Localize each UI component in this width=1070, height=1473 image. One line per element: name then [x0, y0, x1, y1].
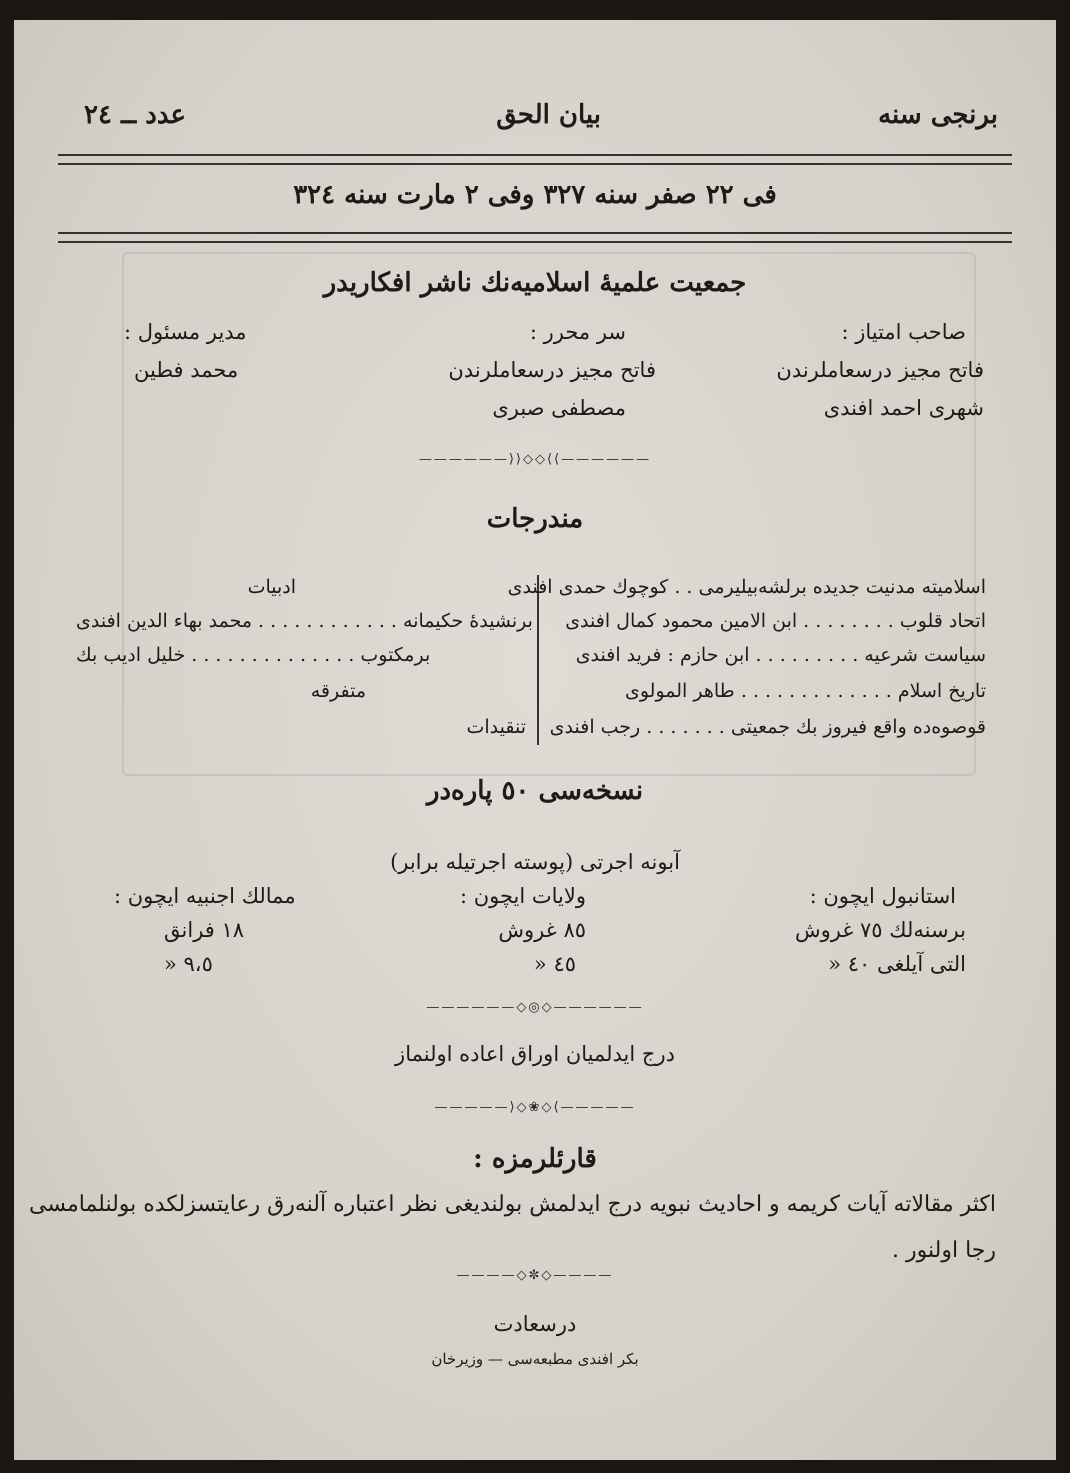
owner-line2: شهری احمد افندی	[823, 396, 984, 420]
sub-foreign-half: ٩،٥ «	[164, 952, 213, 976]
editor-label: سر محرر :	[529, 320, 626, 344]
footer-place: درسعادت	[493, 1312, 577, 1336]
toc-right-1: اسلامیته مدنیت جدیده برلشه‌بیلیرمی . . كوچوك حمدی افندی	[507, 576, 986, 598]
ornament-2: ——————◇◎◇——————	[426, 1000, 644, 1015]
sub-istanbul-label: استانبول ایچون :	[809, 884, 956, 908]
contents-heading: مندرجات	[486, 504, 584, 534]
manager-label: مدیر مسئول :	[124, 320, 247, 344]
ornament-4: ————◇✼◇————	[456, 1268, 614, 1283]
page	[14, 20, 1056, 1460]
owner-line1: فاتح مجیز درسعاملرندن	[776, 358, 984, 382]
masthead-rule-bottom	[58, 232, 1012, 243]
masthead-rule-top	[58, 154, 1012, 165]
owner-label: صاحب امتیاز :	[841, 320, 966, 344]
sub-provinces-half: ٤٥ «	[533, 952, 576, 976]
toc-left-3: برمكتوب . . . . . . . . . . . . . . خلیل ادیب بك	[76, 644, 431, 666]
toc-right-5: قوصوه‌ده واقع فیروز بك جمعیتی . . . . . . . رجب افندی	[549, 716, 986, 738]
sub-foreign-label: ممالك اجنبیه ایچون :	[114, 884, 296, 908]
toc-left-4: متفرقه	[310, 680, 366, 702]
copy-price: نسخه‌سی ٥٠ پاره‌در	[426, 776, 644, 806]
readers-heading: قارئلرمزه :	[473, 1144, 597, 1174]
toc-left-5: تنقیدات	[466, 716, 526, 738]
footer-press: بكر افندی مطبعه‌سی — وزیرخان	[431, 1350, 639, 1368]
tagline: جمعیت علمیهٔ اسلامیه‌نك ناشر افكاریدر	[323, 268, 747, 298]
masthead-title: بيان الحق	[496, 100, 601, 130]
issue-date: فی ٢٢ صفر سنه ٣٢٧ وفی ٢ مارت سنه ٣٢٤	[293, 180, 777, 210]
toc-left-1: ادبیات	[247, 576, 296, 598]
toc-right-3: سیاست شرعیه . . . . . . . . . ابن حازم : فرید افندی	[575, 644, 986, 666]
contents-separator	[537, 575, 539, 745]
masthead-issue: عدد ــ ٢٤	[84, 100, 187, 130]
sub-foreign-year: ١٨ فرانق	[164, 918, 245, 942]
sub-istanbul-year: برسنه‌لك ٧٥ غروش	[795, 918, 966, 942]
ornament-3: —————⟩◇❀◇⟨—————	[434, 1100, 636, 1115]
sub-provinces-label: ولایات ایچون :	[459, 884, 586, 908]
sub-istanbul-half: التی آیلغی ٤٠ «	[828, 952, 966, 976]
toc-right-4: تاریخ اسلام . . . . . . . . . . . . . طاهر المولوی	[624, 680, 986, 702]
toc-right-2: اتحاد قلوب . . . . . . . . ابن الامین محمود كمال افندی	[565, 610, 986, 632]
notice: درج ایدلمیان اوراق اعاده اولنماز	[395, 1042, 675, 1066]
editor-line2: مصطفی صبری	[492, 396, 626, 420]
toc-left-2: برنشیدهٔ حكیمانه . . . . . . . . . . . . محمد بهاء الدین افندی	[76, 610, 533, 632]
ornament-1: ——————⟩⟩◇◇⟨⟨——————	[418, 452, 652, 467]
manager-line1: محمد فطین	[134, 358, 239, 382]
readers-text-1: اكثر مقالاته آیات كریمه و احادیث نبویه درج ایدلمش بولندیغی نظر اعتباره آلنه‌رق رعایتسزلكده بولنلمامسی	[29, 1192, 996, 1217]
editor-line1: فاتح مجیز درسعاملرندن	[448, 358, 656, 382]
sub-provinces-year: ٨٥ غروش	[498, 918, 586, 942]
subscription-heading: آبونه اجرتی (پوسته اجرتیله برابر)	[390, 850, 680, 874]
masthead-year: برنجی سنه	[878, 100, 998, 130]
readers-text-2: رجا اولنور .	[892, 1238, 996, 1263]
